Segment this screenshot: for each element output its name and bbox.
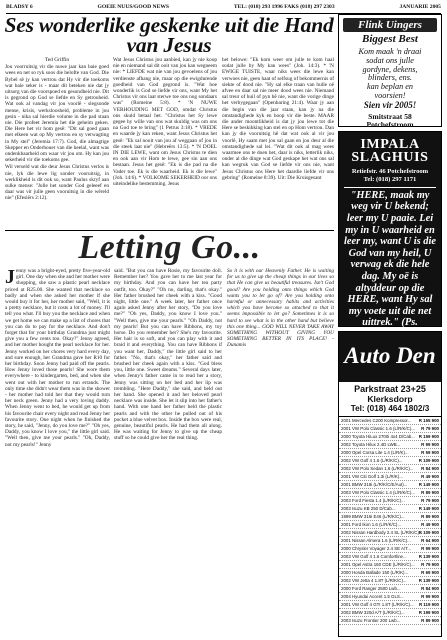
impala-title: IMPALA SLAGHUIS	[351, 137, 429, 165]
car-listing	[339, 416, 441, 625]
flink-body	[341, 48, 439, 110]
car-listing-row	[339, 569, 441, 577]
car-price: R 64 900	[421, 538, 439, 543]
car-name: 2003 Ford Fiesta 1.4 (L/R/K/C)...	[341, 498, 405, 503]
car-price: R 79 900	[421, 498, 439, 503]
letting-go-column-2	[114, 268, 222, 636]
car-name: 2001 BMW 318i (L/R/K/C/E/Aut)...	[341, 482, 408, 487]
car-price: R 155 900	[418, 418, 439, 423]
car-listing-row	[339, 577, 441, 585]
car-listing-row	[339, 449, 441, 457]
car-price: R 109 900	[418, 458, 439, 463]
car-price: R 149 900	[418, 482, 439, 487]
article1-paragraph: Jou voorruitsig vir die nuwe jaar kan baie goed wees en net so ryk soos die belofte van God. Die Bybel sê jy kan vertrou dat Hy vir die toekoms wat baie seker is - maar dit beteken nie dat jy uitsorg van die voorspoed en gesondheid nie. Dit is gegrond op God se liefde en Sy getrouheid. Wat ook al vandag vir jou voorlê - slegsonde mense, krisis, werksloosheid, probleme in jou gesin - nika sal hierdie volume in die pad staan nie. Die profeet Jeremia het die geheim geken. Die Here het vir hom gesê: "Dit sal goed gaan met elkeen wat op My vertrou en sy verwagting in My stel" (Jeremia 17:7). God, die almagtige Skepper en Onderhouer van die heelal, want was ondenkbaarheid om waar vir jou om. Hy kan jou sekerheid vir die toekoms gee.	[5, 64, 109, 164]
car-name: 2004 Hyundai Accent 1.5 GLS...	[341, 594, 404, 599]
car-listing-row	[339, 497, 441, 505]
article1-paragraph: Wat Jesus Christus jou aanbied, kan jy nie koop nie en niemand sal dit ooit van jou kan wegneem nie: * LIEFDE wat nie van jou gevoelens of jou verdienste afhang nie, maar op die ewigdurende goedheid van God gegrond is. "Wat hoe wonderlik is God se liefde vir ons, want My het Christus vir ons laat sterwe toe ons nog sondaars was" (Romeine 5:8). * 'N NUWE VERHOUDING MET GOD, omdat Christus ons skuld betaal het. "Christus het Sy lewe gegee hy wille van ons wat skuldig was om ons na God toe te bring" (1 Petrus 3:18). * VREDE en waarde jy kan reken, want Jesus Christus het gesê: "Ek sal nooit van jou af weggaan of jou in die steek laat nie" (Hebreërs 13:5). * 'N DOEL IN DIE LEWE, want om Jesus Christus te dien en ook aan vir Hom te lewe, gee sin aan ons bestaan. Jesus het gesê: "Ek is die pad na die Vader toe. Ek is die waarheid. Ek is die lewe" (Joh. 14:6). * VOLKOME SEKERHEID oor ons uiteindelike bestemming. Jesus	[113, 57, 217, 188]
letting-go-paragraph	[5, 268, 110, 448]
car-price: R 79 900	[421, 562, 439, 567]
issue-date: JANUARIE 2005	[399, 4, 441, 10]
car-name: 2002 VW Golf 4 1.6 (L/R/K/C)...	[341, 458, 403, 463]
auto-tel: Tel: (018) 464 1802/3	[350, 404, 430, 413]
car-price: R 159 900	[418, 434, 439, 439]
car-listing-row	[339, 417, 441, 425]
car-listing-row	[339, 585, 441, 593]
car-price: R 139 900	[418, 578, 439, 583]
car-listing-row	[339, 513, 441, 521]
car-listing-row	[339, 561, 441, 569]
letting-go-column-3	[227, 268, 334, 636]
article1-column-2	[113, 57, 217, 229]
letting-go-paragraph: said. "But you can have Rosie, my favourite doll. Remember her? You gave her to me last year for my birthday. And you can have her tea party outfit, too. Okay?" "Oh no, darling, that's okay." Her father brushed her cheek with a kiss. "Good night, little one." A week later, her father once again asked Jenny after her story, "Do you love me?" "Oh yes, Daddy, you know I love you." "Well then, give me your pearls." "Oh Daddy, not my pearls! But you can have Ribbons, my toy horse. Do you remember her? She's my favourite. Her hair is so soft, and you can play with it and braid it and everything. You can have Ribbons if you want her, Daddy," the little girl said to her father. "No, that's okay," her father said and brushed her cheek again with a kiss. "God bless you, little one. Sweet dreams." Several days later, when Jenny's father came in to read her a story, Jenny was sitting on her bed and her lip was trembling. "Here Daddy," she said, and held out her hand. She opened it and her beloved pearl necklace was inside. She let it slip into her father's hand. With one hand her father held the plastic pearls and with the other he pulled out of his pocket a blue velvet box. Inside the box were real, genuine, beautiful pearls. He had them all along. He was waiting for Jenny to give up the cheap stuff so he could give her the real thing.	[114, 268, 222, 442]
car-name: 2002 Nissan Hardbody 2.4 SL (L/R/K/C)...	[341, 530, 423, 535]
car-name: 2001 Nissan Almera 1.6 (L/R/K/C)...	[341, 538, 411, 543]
car-listing-row	[339, 601, 441, 609]
car-name: 2002 BMW 320d A/T (L/R/K/C)...	[341, 610, 405, 615]
car-price: R 99 900	[421, 442, 439, 447]
car-price: R 59 900	[421, 450, 439, 455]
flink-line: sodat ons julle	[366, 55, 414, 65]
flink-line: gordyne, dekens,	[362, 64, 418, 74]
article1-paragraph: Wil verseld wat die deur Jesus Christus verlos is nie, lyk die lewe lig sonder vooruitsig, in werklikheid is dit ook so, want Paulus skryf aan sulke mense: "Julle het sonder God geleeef en daar was vir julle geen vooruitsig in die wêreld nie" (Efesiërs 2:12).	[5, 164, 109, 202]
car-price: R 84 900	[421, 586, 439, 591]
letting-go-text: enny was a bright-eyed, pretty five-year-old girl. One day when she and her mother were shopping, she saw a plastic pearl necklace priced at R25.00. She wanted that necklace so badly and when she asked her mother if she would buy it for her, her mother said, "Well, it is a pretty necklace, but it costs a lot of money. I'll tell you what. I'll buy you the necklace and when we get home we can make up a list of chores that you can do to pay for the necklace. And don't forget that for your birthday Grandma just might give you a few cents too. Okay?" Jenny agreed, and her mother bought the pearl necklace for her. Jenny worked on her chores very hard every day, and sure enough, her Grandma gave her R10 for her birthday. Soon Jenny had paid off the pearls. How Jenny loved those pearls! She wore them everywhere - to kindergarten, bed, and when she went out with her mother to run errands. The only time she didn't wear them was in the shower - her mother had told her that they would turn her neck green. Jenny had a very loving daddy. When Jenny went to bed, he would get up from his favourite chair every night and read Jenny her favourite story. One night when he finished the story, he said, "Jenny, do you love me?" "Oh yes, Daddy, you know I love you," the little girl said. "Well then, give me your pearls." "Oh, Daddy, not my pearls!" Jenny	[5, 268, 111, 448]
letting-go-title: Letting Go...	[78, 229, 261, 266]
flink-line: voorsien!	[374, 90, 406, 100]
flink-line: Sien vir 2005!	[363, 99, 417, 110]
impala-verse: "HERE, maak my weg vir U bekend; leer my U paaie. Lei my in U waarheid en leer my, want U is die God van my heil, U verwag ek die hele dag. My oë is altyddeur op die HERE, want Hy sal my voete uit die net uittrek." (Ps.	[344, 189, 436, 329]
car-price: R 49 900	[421, 474, 439, 479]
car-name: 2000 Chrysler Voyager 2.4 SE A/T...	[341, 546, 412, 551]
car-listing-row	[339, 425, 441, 433]
car-listing-row	[339, 529, 441, 537]
car-listing-row	[339, 441, 441, 449]
car-name: 1999 BMW 316i E46 (L/R/K/C)...	[341, 514, 405, 519]
car-listing-row	[339, 593, 441, 601]
flink-town: Potchefstroom	[366, 120, 414, 130]
car-name: 2002 VW Polo Sedan 1.6 (L/R/K/C)...	[341, 466, 414, 471]
car-name: 2003 Isuzu KB 250 D/Cab...	[341, 506, 396, 511]
car-price: R 89 900	[421, 514, 439, 519]
auto-den-address	[339, 382, 441, 414]
impala-address	[339, 168, 441, 184]
car-name: 2000 Honda Ballade 150 (L/R/K)...	[341, 570, 409, 575]
car-listing-row	[339, 505, 441, 513]
car-price: R 139 900	[418, 554, 439, 559]
car-name: 2002 VW Jetta 4 1.8T (L/R/K/C)...	[341, 578, 407, 583]
car-price: R 99 900	[421, 594, 439, 599]
car-listing-row	[339, 521, 441, 529]
paper-contact: TEL: (018) 293 1996 FAKS (018) 297 2303	[233, 4, 335, 10]
auto-den-logo: Auto Den	[339, 332, 441, 382]
car-name: 2003 VW Polo Classic 1.4 (L/R/K/C)...	[341, 490, 415, 495]
car-listing-row	[339, 553, 441, 561]
auto-town: Klerksdorp	[367, 394, 413, 404]
car-price: R 99 900	[421, 546, 439, 551]
page-number: BLADSY 6	[6, 4, 33, 10]
car-listing-row	[339, 465, 441, 473]
impala-street: Retiefstr. 46 Potchefstroom	[351, 168, 429, 175]
flink-title: Flink Uingers	[343, 18, 437, 32]
car-listing-row	[339, 545, 441, 553]
flink-line: Kom maak 'n draai	[358, 47, 422, 56]
car-name: 2000 Ford Ranger 2500 Lwb...	[341, 586, 401, 591]
car-listing-row	[339, 609, 441, 617]
car-listing-row	[339, 473, 441, 481]
car-name: 2002 Toyota Hilux 2.4D LWB...	[341, 442, 401, 447]
flink-line: blinders, ens.	[368, 73, 412, 83]
car-listing-row	[339, 433, 441, 441]
car-price: R 79 900	[421, 426, 439, 431]
flink-street: Smitstraat 58	[368, 111, 412, 121]
car-listing-row	[339, 481, 441, 489]
impala-tel: Tel: (018) 297 1171	[363, 176, 417, 183]
impala-divider	[344, 187, 436, 188]
car-name: 2001 VW Citi Golf 1.3i (L/R/K)...	[341, 474, 403, 479]
car-price: R 119 900	[418, 602, 439, 607]
article1-column-3	[222, 57, 334, 229]
impala-slaghuis-ad	[338, 131, 442, 327]
car-price: R 149 900	[418, 506, 439, 511]
letting-go-paragraph: So it is with our Heavenly Father. He is waiting for us to give up the cheap things in our lives so that He can give us beautiful treasures. Isn't God good? Are you holding onto things which God wants you to let go of? Are you holding onto harmful or unnecessary habits and activities which you have become so attached to that it seems impossible to let go? Sometimes it is so hard to see what is in the other hand but believe this one thing... GOD WILL NEVER TAKE AWAY SOMETHING WITHOUT GIVING YOU SOMETHING BETTER IN ITS PLACE! - Dunamis	[227, 268, 334, 349]
car-name: 2001 Ford Ikon 1.6 (L/R/K/C)...	[341, 522, 402, 527]
car-price: R 69 900	[421, 570, 439, 575]
car-price: R 49 900	[421, 522, 439, 527]
car-listing-row	[339, 617, 441, 625]
auto-street: Parkstraat 23+25	[354, 384, 426, 394]
paper-name: GOEIE NUUS/GOOD NEWS	[97, 4, 170, 10]
car-name: 2001 VW Polo Classic 1.6 (L/R/K/C)...	[341, 426, 415, 431]
flink-line: kan beplan en	[367, 82, 413, 92]
car-listing-row	[339, 457, 441, 465]
car-name: 2003 VW Golf 4 1.6 Comfortline...	[341, 554, 407, 559]
flink-subtitle: Biggest Best	[362, 33, 418, 45]
article1-paragraph: het belowe: "Ek kom weer om julle te kom haal sodat julle by My kan wees" (Joh. 14:3). * 'N EWIGE TUISTE, waar niks wees die lewe kan verwoes nie, geen haat of selfsug of bekommernis of siekte of dood nie. "Hy sal elke traan van hulle oë afvee en daar sal nie meer dood wees nie. Niemand sal treur of huil of pyn hê nie, want die vorige dinge het verbygegaan" (Openbaring 21:4). Waar jy aan die begin van die jaar staan, kan jy na die omstandighede kyk en hoop vir die beste. MAAR die ander moontlikheid is dat jy jou lewe tot die Here se beskikking kan stel en op Hom vertrou. Dan kan jy die vooruitsig hê dat wat ook al vir jou voorlê, Hy saam met jou sal gaan en jou deur al die omstandighede sal lei. "Wat dit ook al mag wees waarmee ons te doen het, daar is niks, letterlik niks, onder al die dinge wat God geskape het wat ons sal kan wegruk van God se liefde vir ons nie, want Jesus Christus ons Here het daardie liefde vir ons gebring" (Romeine 8:39). Uit: Die Kruisgesant	[222, 57, 334, 181]
car-name: 2001 Opel Astra 160 CDE (L/R/K/C)...	[341, 562, 415, 567]
car-price: R 89 900	[421, 490, 439, 495]
car-name: 2000 Toyota HiLux 2700i 4x4 D/Cab...	[341, 434, 415, 439]
car-price: R 89 900	[421, 618, 439, 623]
car-listing-row	[339, 537, 441, 545]
article-byline: Ted Griffin	[44, 57, 70, 63]
car-name: 2000 Opel Corsa Lite 1.4 (L/R/K)...	[341, 450, 409, 455]
drop-cap: J	[5, 266, 15, 288]
auto-den-ad	[338, 331, 442, 637]
letting-go-column-1	[5, 268, 110, 636]
car-listing-row	[339, 489, 441, 497]
car-price: R 84 900	[421, 466, 439, 471]
car-price: R 199 900	[418, 610, 439, 615]
article1-column-1	[5, 57, 109, 229]
article-headline: Ses wonderlike geskenke uit die Hand van Jesus	[4, 13, 334, 57]
car-price: R 109 900	[418, 530, 439, 535]
car-name: 2001 Mercedes C200 Kompressor...	[341, 418, 412, 423]
car-name: 2003 Isuzu Frontier 200 Lwb...	[341, 618, 401, 623]
flink-uingers-ad	[338, 14, 442, 130]
car-name: 2001 VW Golf 4 GTI 1.8T (L/R/K/C)...	[341, 602, 414, 607]
